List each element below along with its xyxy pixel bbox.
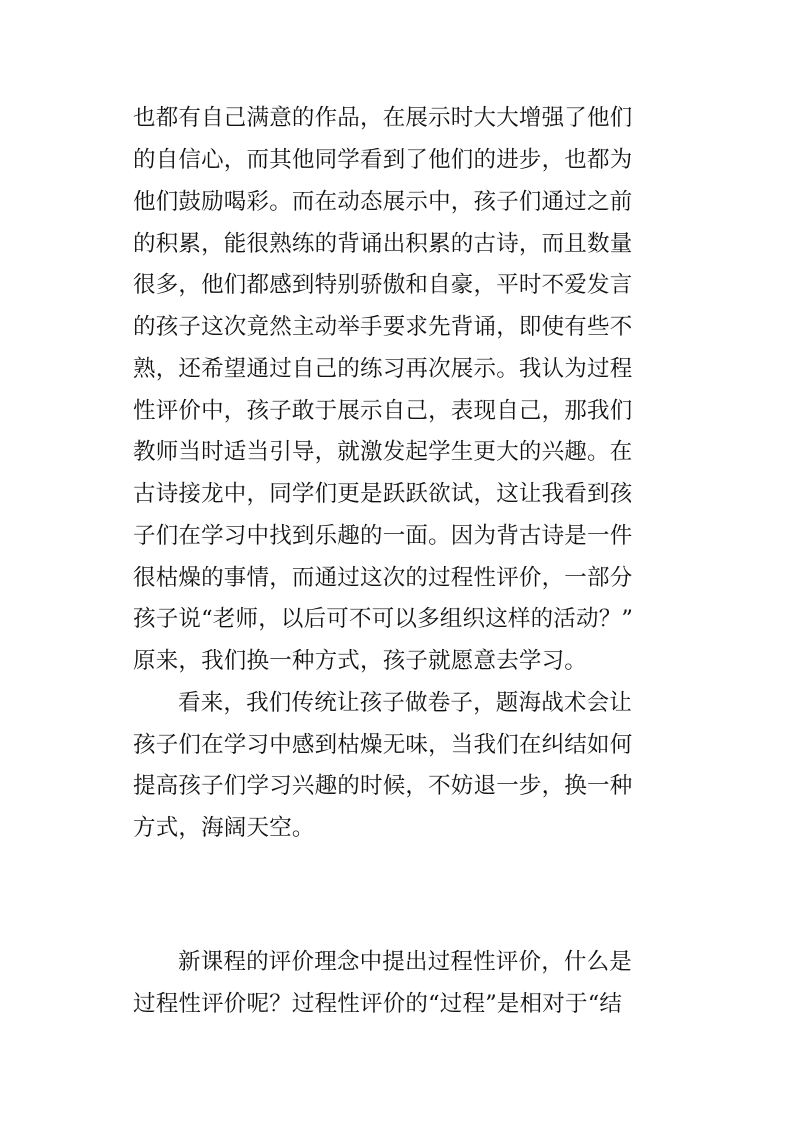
text-line: 很枯燥的事情，而通过这次的过程性评价，一部分 — [133, 565, 633, 591]
text-line: 熟，还希望通过自己的练习再次展示。我认为过程 — [133, 356, 633, 382]
text-line: 性评价中，孩子敢于展示自己，表现自己，那我们 — [133, 398, 633, 424]
text-line: 也都有自己满意的作品，在展示时大大增强了他们 — [133, 105, 633, 131]
text-line: 的自信心，而其他同学看到了他们的进步，也都为 — [133, 147, 633, 173]
text-line: 古诗接龙中，同学们更是跃跃欲试，这让我看到孩 — [133, 481, 633, 507]
text-line: 的孩子这次竟然主动举手要求先背诵，即使有些不 — [133, 314, 633, 340]
text-line: 方式，海阔天空。 — [133, 815, 315, 841]
text-line: 他们鼓励喝彩。而在动态展示中，孩子们通过之前 — [133, 189, 633, 215]
text-line: 过程性评价呢？过程性评价的“过程”是相对于“结 — [133, 991, 623, 1017]
text-line: 教师当时适当引导，就激发起学生更大的兴趣。在 — [133, 439, 633, 465]
text-line: 的积累，能很熟练的背诵出积累的古诗，而且数量 — [133, 231, 633, 257]
text-line: 很多，他们都感到特别骄傲和自豪，平时不爱发言 — [133, 272, 633, 298]
text-line: 新课程的评价理念中提出过程性评价，什么是 — [178, 949, 633, 975]
text-line: 孩子说“老师，以后可不可以多组织这样的活动？” — [133, 606, 634, 632]
text-line: 子们在学习中找到乐趣的一面。因为背古诗是一件 — [133, 523, 633, 549]
text-line: 提高孩子们学习兴趣的时候，不妨退一步，换一种 — [133, 773, 633, 799]
text-line: 孩子们在学习中感到枯燥无味，当我们在纠结如何 — [133, 732, 633, 758]
text-line: 看来，我们传统让孩子做卷子，题海战术会让 — [178, 690, 633, 716]
text-line: 原来，我们换一种方式，孩子就愿意去学习。 — [133, 648, 588, 674]
